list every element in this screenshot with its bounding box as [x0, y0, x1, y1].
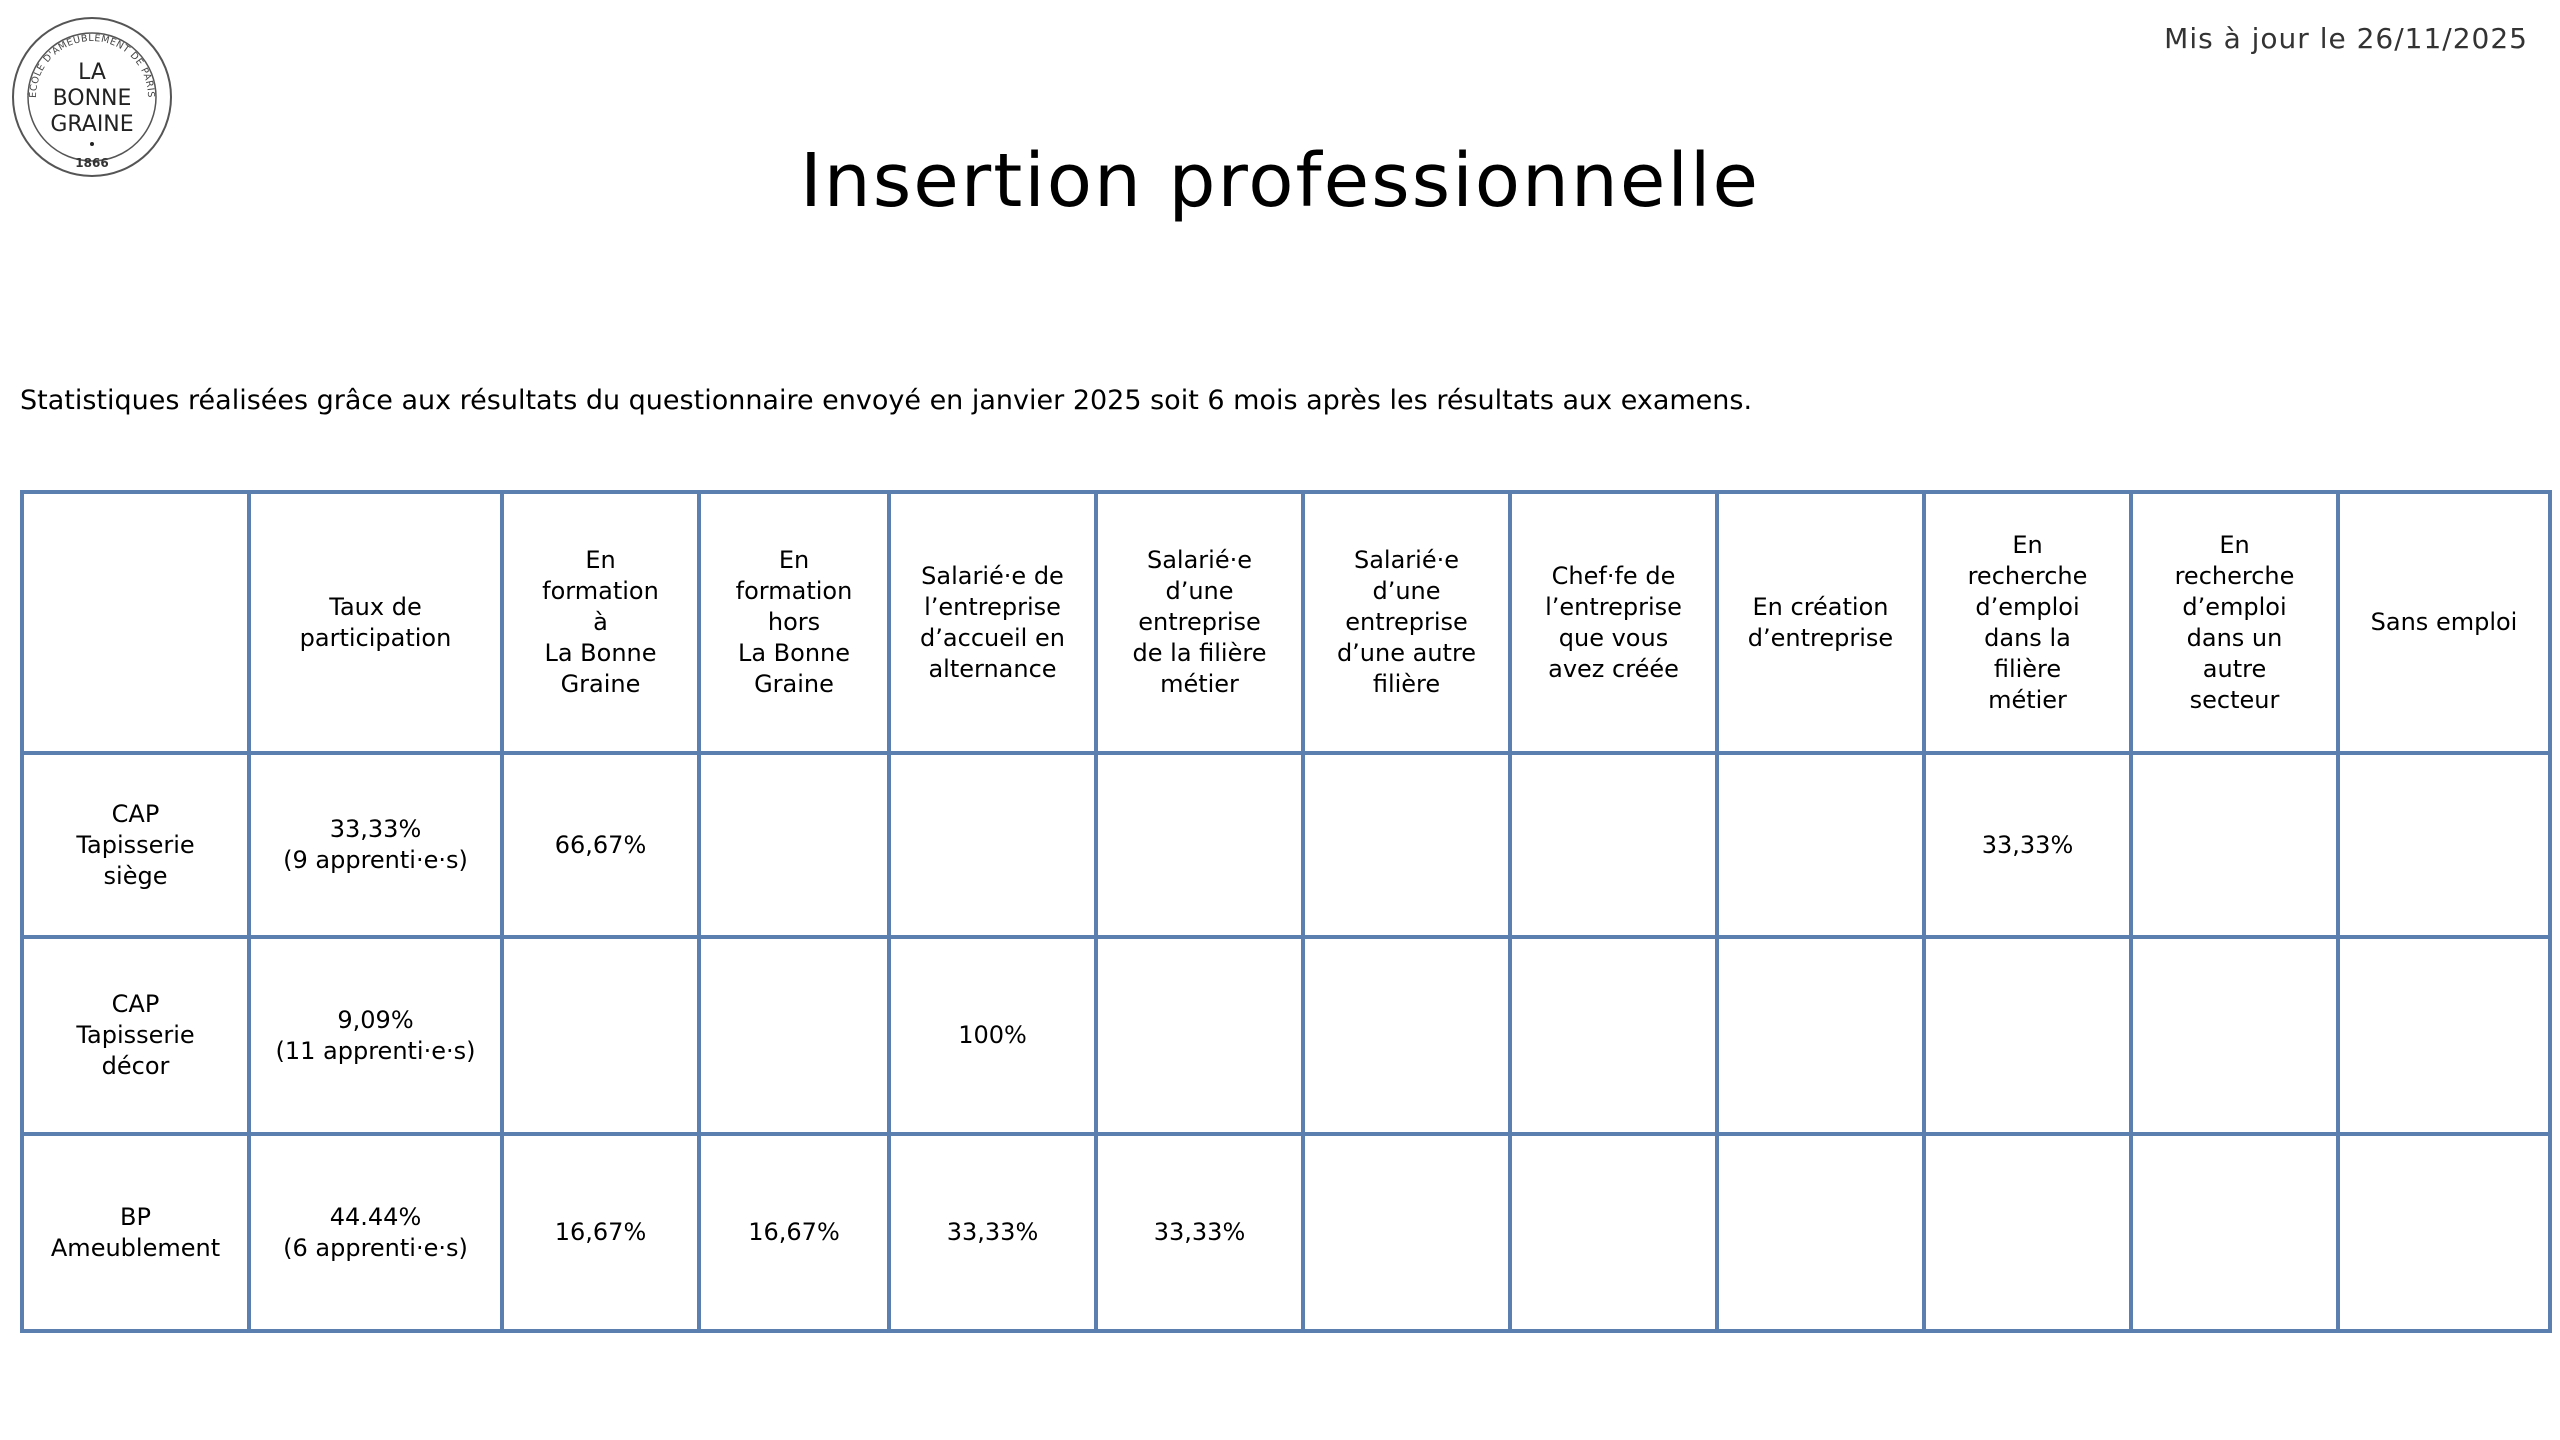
header-salarie-autre-filiere: Salarié·e d’une entreprise d’une autre filière — [1303, 492, 1510, 753]
table-cell — [699, 753, 889, 937]
table-cell — [2131, 753, 2338, 937]
row-label: CAP Tapisserie siège — [22, 753, 249, 937]
table-cell — [1303, 753, 1510, 937]
table-cell: 44.44% (6 apprenti·e·s) — [249, 1134, 502, 1331]
table-cell — [1303, 937, 1510, 1134]
header-salarie-alternance: Salarié·e de l’entreprise d’accueil en alternance — [889, 492, 1096, 753]
header-recherche-filiere: En recherche d’emploi dans la filière métier — [1924, 492, 2131, 753]
header-sans-emploi: Sans emploi — [2338, 492, 2550, 753]
table-cell — [1717, 1134, 1924, 1331]
table-header-row — [22, 492, 2550, 753]
table-cell — [2338, 753, 2550, 937]
logo-year: 1866 — [75, 156, 109, 170]
header-taux-participation: Taux de participation — [249, 492, 502, 753]
table-cell — [1510, 753, 1717, 937]
row-label: BP Ameublement — [22, 1134, 249, 1331]
logo-line-2: BONNE — [52, 86, 132, 111]
table-row — [22, 1134, 2550, 1331]
table-cell — [2338, 937, 2550, 1134]
table-cell — [1096, 753, 1303, 937]
table-cell — [502, 937, 699, 1134]
table-cell — [1924, 937, 2131, 1134]
table-cell: 33,33% — [889, 1134, 1096, 1331]
header-recherche-autre-secteur: En recherche d’emploi dans un autre secteur — [2131, 492, 2338, 753]
table-cell — [1924, 1134, 2131, 1331]
table-cell: 16,67% — [502, 1134, 699, 1331]
header-formation-la-bonne-graine: En formation à La Bonne Graine — [502, 492, 699, 753]
table-cell: 100% — [889, 937, 1096, 1134]
header-creation-entreprise: En création d’entreprise — [1717, 492, 1924, 753]
table-cell: 66,67% — [502, 753, 699, 937]
page-subtitle: Statistiques réalisées grâce aux résultats du questionnaire envoyé en janvier 2025 soit 6 mois après les résultats aux examens. — [20, 385, 1753, 416]
table-cell — [1510, 1134, 1717, 1331]
logo-ring-text: ÉCOLE D'AMEUBLEMENT DE PARIS — [27, 32, 157, 99]
table-row — [22, 753, 2550, 937]
table-cell — [699, 937, 889, 1134]
table-cell: 16,67% — [699, 1134, 889, 1331]
page-title: Insertion professionnelle — [799, 138, 1761, 224]
insertion-table — [20, 490, 2552, 1333]
logo-line-3: GRAINE — [50, 112, 134, 137]
table-cell — [889, 753, 1096, 937]
table-cell — [1303, 1134, 1510, 1331]
table-cell: 33,33% — [1924, 753, 2131, 937]
table-cell — [2131, 937, 2338, 1134]
header-chef-entreprise: Chef·fe de l’entreprise que vous avez créée — [1510, 492, 1717, 753]
header-cell-empty — [22, 492, 249, 753]
table-cell — [1096, 937, 1303, 1134]
table-cell: 33,33% (9 apprenti·e·s) — [249, 753, 502, 937]
table-row — [22, 937, 2550, 1134]
table-cell — [1717, 753, 1924, 937]
table-cell — [1717, 937, 1924, 1134]
table-cell: 9,09% (11 apprenti·e·s) — [249, 937, 502, 1134]
logo-line-1: LA — [78, 60, 106, 85]
header-salarie-filiere-metier: Salarié·e d’une entreprise de la filière métier — [1096, 492, 1303, 753]
header-formation-hors: En formation hors La Bonne Graine — [699, 492, 889, 753]
update-date: Mis à jour le 26/11/2025 — [2164, 22, 2528, 55]
table-cell — [2131, 1134, 2338, 1331]
table-cell — [2338, 1134, 2550, 1331]
table-cell: 33,33% — [1096, 1134, 1303, 1331]
table-cell — [1510, 937, 1717, 1134]
row-label: CAP Tapisserie décor — [22, 937, 249, 1134]
